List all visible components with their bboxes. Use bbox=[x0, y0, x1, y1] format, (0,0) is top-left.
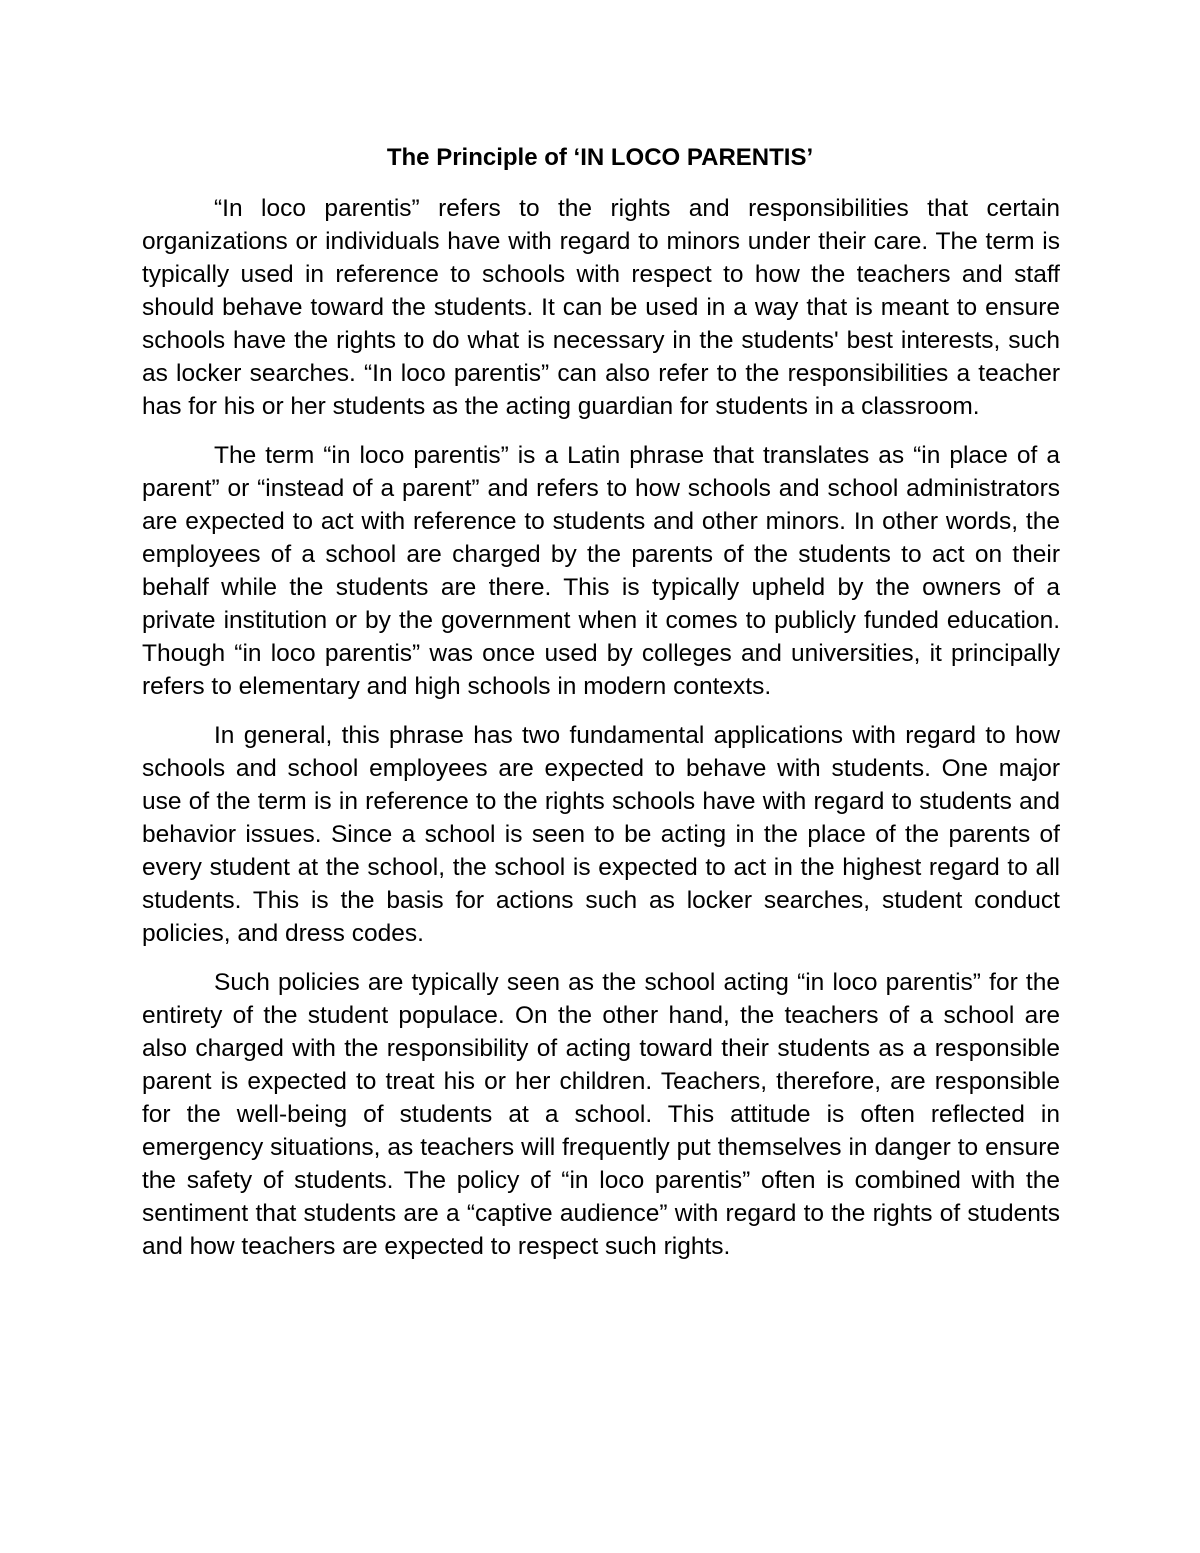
document-body bbox=[142, 192, 1060, 1279]
paragraph-2: The term “in loco parentis” is a Latin phrase that translates as “in place of a parent” or “instead of a parent” and refers to how schools and school administrators are expected to act with reference to students and other minors. In other words, the employees of a school are charged by the parents of the students to act on their behalf while the students are there. This is typically upheld by the owners of a private institution or by the government when it comes to publicly funded education. Though “in loco parentis” was once used by colleges and universities, it principally refers to elementary and high schools in modern contexts. bbox=[142, 442, 1060, 700]
paragraph-1: “In loco parentis” refers to the rights and responsibilities that certain organizations or individuals have with regard to minors under their care. The term is typically used in reference to schools with respect to how the teachers and staff should behave toward the students. It can be used in a way that is meant to ensure schools have the rights to do what is necessary in the students' best interests, such as locker searches. “In loco parentis” can also refer to the responsibilities a teacher has for his or her students as the acting guardian for students in a classroom. bbox=[142, 195, 1060, 420]
paragraph-4: Such policies are typically seen as the school acting “in loco parentis” for the entirety of the student populace. On the other hand, the teachers of a school are also charged with the responsibility of acting toward their students as a responsible parent is expected to treat his or her children. Teachers, therefore, are responsible for the well-being of students at a school. This attitude is often reflected in emergency situations, as teachers will frequently put themselves in danger to ensure the safety of students. The policy of “in loco parentis” often is combined with the sentiment that students are a “captive audience” with regard to the rights of students and how teachers are expected to respect such rights. bbox=[142, 969, 1060, 1260]
paragraph-3: In general, this phrase has two fundamental applications with regard to how schools and school employees are expected to behave with students. One major use of the term is in reference to the rights schools have with regard to students and behavior issues. Since a school is seen to be acting in the place of the parents of every student at the school, the school is expected to act in the highest regard to all students. This is the basis for actions such as locker searches, student conduct policies, and dress codes. bbox=[142, 722, 1060, 947]
document-title: The Principle of ‘IN LOCO PARENTIS’ bbox=[386, 144, 814, 171]
